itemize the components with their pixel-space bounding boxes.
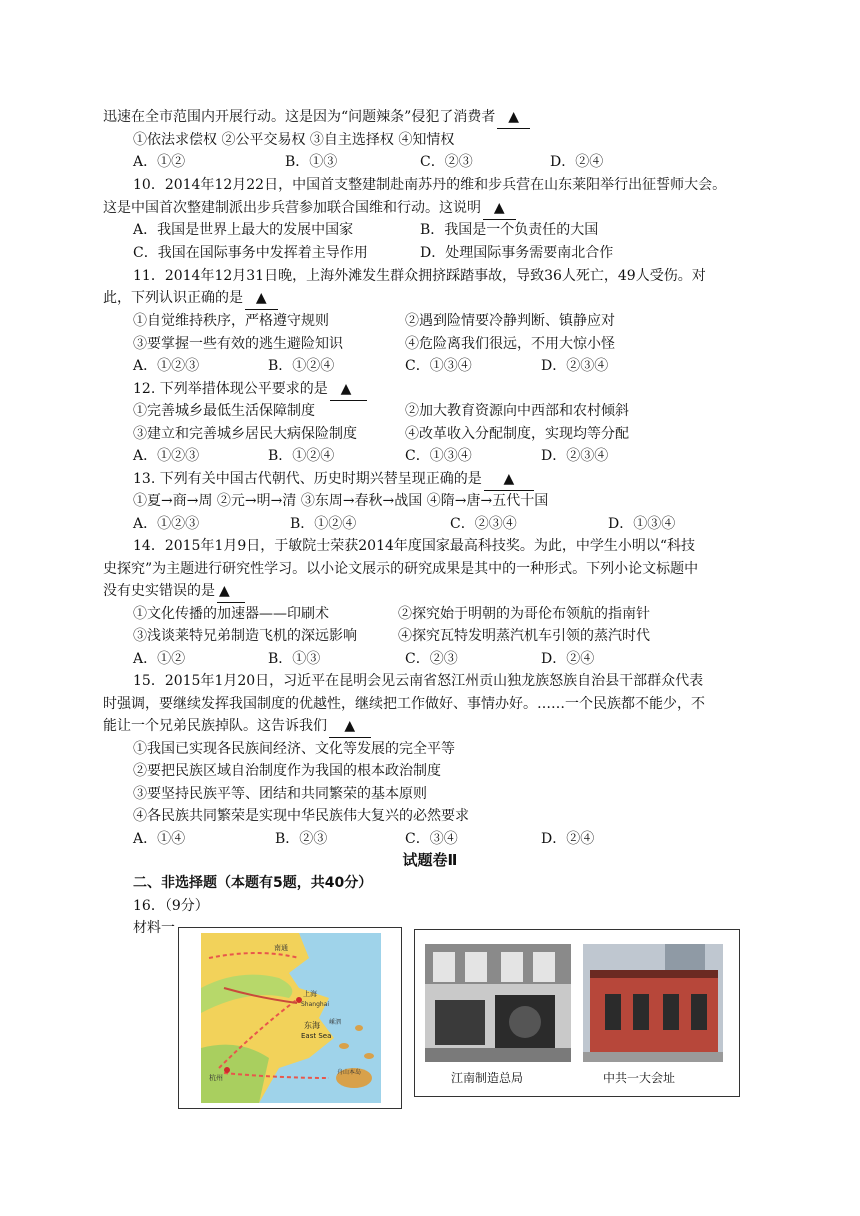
answer-blank: ▲ xyxy=(497,106,530,129)
photo-pair xyxy=(415,930,739,1096)
q14-item-2: ②探究始于明朝的为哥伦布领航的指南针 xyxy=(398,606,650,622)
q9-line xyxy=(103,106,530,129)
q12-item-3: ③建立和完善城乡居民大病保险制度 xyxy=(133,426,357,442)
q14-item-4: ④探究瓦特发明蒸汽机车引领的蒸汽时代 xyxy=(398,628,650,644)
q10-option-b: B．我国是一个负责任的大国 xyxy=(420,222,599,238)
q15-item-1: ①我国已实现各民族间经济、文化等发展的完全平等 xyxy=(133,741,455,757)
q16-label: 16．（9分） xyxy=(133,898,209,914)
option-c: C．②③ xyxy=(405,651,458,667)
q15-item-3: ③要坚持民族平等、团结和共同繁荣的基本原则 xyxy=(133,786,427,802)
answer-blank: ▲ xyxy=(245,287,278,310)
q11-item-1: ①自觉维持秩序，严格遵守规则 xyxy=(133,313,329,329)
option-d: D．②④ xyxy=(541,651,595,667)
q15-stem-1: 15．2015年1月20日，习近平在昆明会见云南省怒江州贡山独龙族怒族自治县干部群众代表 xyxy=(133,673,704,689)
q15-stem-2: 时强调，要继续发挥我国制度的优越性，继续把工作做好、事情办好。……一个民族都不能少，不 xyxy=(103,696,705,712)
option-a: A．①②③ xyxy=(133,516,200,532)
photo-figure xyxy=(414,929,740,1097)
paper-part-title: 试题卷Ⅱ xyxy=(402,851,458,869)
q11-stem-2: 此，下列认识正确的是 ▲ xyxy=(103,287,278,310)
option-b: B．①②④ xyxy=(268,358,335,374)
q14-stem-3: 没有史实错误的是 ▲ xyxy=(103,580,245,603)
answer-blank: ▲ xyxy=(330,378,367,401)
map-label: 舟山本岛 xyxy=(337,1069,362,1076)
option-c: C．③④ xyxy=(405,831,458,847)
map-label: 南通 xyxy=(274,944,288,952)
q13-items: ①夏→商→周 ②元→明→清 ③东周→春秋→战国 ④隋→唐→五代十国 xyxy=(133,493,549,509)
q10-stem-1: 10．2014年12月22日，中国首支整建制赴南苏丹的维和步兵营在山东莱阳举行出征誓师大会。 xyxy=(133,177,727,193)
map-label: 嵊泗 xyxy=(329,1019,342,1026)
q9-choices: ①依法求偿权 ②公平交易权 ③自主选择权 ④知情权 xyxy=(133,132,455,148)
option-d: D．②④ xyxy=(550,154,604,170)
q12-item-1: ①完善城乡最低生活保障制度 xyxy=(133,403,315,419)
q11-stem-1: 11．2014年12月31日晚，上海外滩发生群众拥挤踩踏事故，导致36人死亡，49人受伤。对 xyxy=(133,268,706,284)
section-title: 二、非选择题（本题有5题，共40分） xyxy=(133,875,373,891)
first-cpc-congress-site-photo xyxy=(583,944,723,1062)
option-c: C．①③④ xyxy=(405,448,472,464)
q10-stem-2: 这是中国首次整建制派出步兵营参加联合国维和行动。这说明 ▲ xyxy=(103,197,516,220)
q14-item-1: ①文化传播的加速器——印刷术 xyxy=(133,606,329,622)
option-a: A．①② xyxy=(133,651,186,667)
option-d: D．②④ xyxy=(541,831,595,847)
q14-stem-1: 14．2015年1月9日，于敏院士荣获2014年度国家最高科技奖。为此，中学生小明以“科技 xyxy=(133,538,696,554)
material-label: 材料一 xyxy=(133,920,175,936)
map-label: 杭州 xyxy=(209,1074,223,1082)
right-photo-caption: 中共一大会址 xyxy=(603,1071,676,1085)
answer-blank: ▲ xyxy=(329,715,371,738)
answer-blank: ▲ xyxy=(217,580,245,603)
q12-item-4: ④改革收入分配制度，实现均等分配 xyxy=(405,426,629,442)
option-c: C．②③ xyxy=(420,154,473,170)
q11-item-4: ④危险离我们很远，不用大惊小怪 xyxy=(405,336,615,352)
option-d: D．②③④ xyxy=(541,358,609,374)
answer-blank: ▲ xyxy=(484,468,534,491)
option-d: D．②③④ xyxy=(541,448,609,464)
q9-text: 迅速在全市范围内开展行动。这是因为“问题辣条”侵犯了消费者 xyxy=(103,109,496,125)
q11-item-3: ③要掌握一些有效的逃生避险知识 xyxy=(133,336,343,352)
option-c: C．①③④ xyxy=(405,358,472,374)
option-b: B．①②④ xyxy=(268,448,335,464)
q12-item-2: ②加大教育资源向中西部和农村倾斜 xyxy=(405,403,629,419)
option-d: D．①③④ xyxy=(608,516,676,532)
q10-option-a: A．我国是世界上最大的发展中国家 xyxy=(133,222,354,238)
answer-blank: ▲ xyxy=(483,197,516,220)
option-b: B．①②④ xyxy=(290,516,357,532)
option-a: A．①②③ xyxy=(133,358,200,374)
q12-stem: 12. 下列举措体现公平要求的是 ▲ xyxy=(133,378,367,401)
q10-option-d: D．处理国际事务需要南北合作 xyxy=(420,245,614,261)
option-a: A．①② xyxy=(133,154,186,170)
option-b: B．①③ xyxy=(285,154,338,170)
left-photo-caption: 江南制造总局 xyxy=(451,1071,524,1085)
option-b: B．②③ xyxy=(275,831,328,847)
map-label: East Sea xyxy=(301,1032,332,1040)
q15-item-4: ④各民族共同繁荣是实现中华民族伟大复兴的必然要求 xyxy=(133,808,469,824)
map-label: 上海 xyxy=(303,990,317,998)
q14-item-3: ③浅谈莱特兄弟制造飞机的深远影响 xyxy=(133,628,357,644)
q14-stem-2: 史探究”为主题进行研究性学习。以小论文展示的研究成果是其中的一种形式。下列小论文标题中 xyxy=(103,561,699,577)
q15-item-2: ②要把民族区域自治制度作为我国的根本政治制度 xyxy=(133,763,441,779)
q11-item-2: ②遇到险情要冷静判断、镇静应对 xyxy=(405,313,615,329)
option-a: A．①②③ xyxy=(133,448,200,464)
q10-option-c: C．我国在国际事务中发挥着主导作用 xyxy=(133,245,368,261)
option-a: A．①④ xyxy=(133,831,186,847)
map-label: 东海 xyxy=(304,1021,320,1030)
option-c: C．②③④ xyxy=(450,516,517,532)
q13-stem: 13. 下列有关中国古代朝代、历史时期兴替呈现正确的是 ▲ xyxy=(133,468,534,491)
q15-stem-3: 能让一个兄弟民族掉队。这告诉我们 ▲ xyxy=(103,715,371,738)
option-b: B．①③ xyxy=(268,651,321,667)
jiangnan-arsenal-photo xyxy=(425,944,571,1062)
map-label: Shanghai xyxy=(301,1001,330,1008)
yangtze-delta-map xyxy=(179,928,401,1108)
map-figure xyxy=(178,927,402,1109)
